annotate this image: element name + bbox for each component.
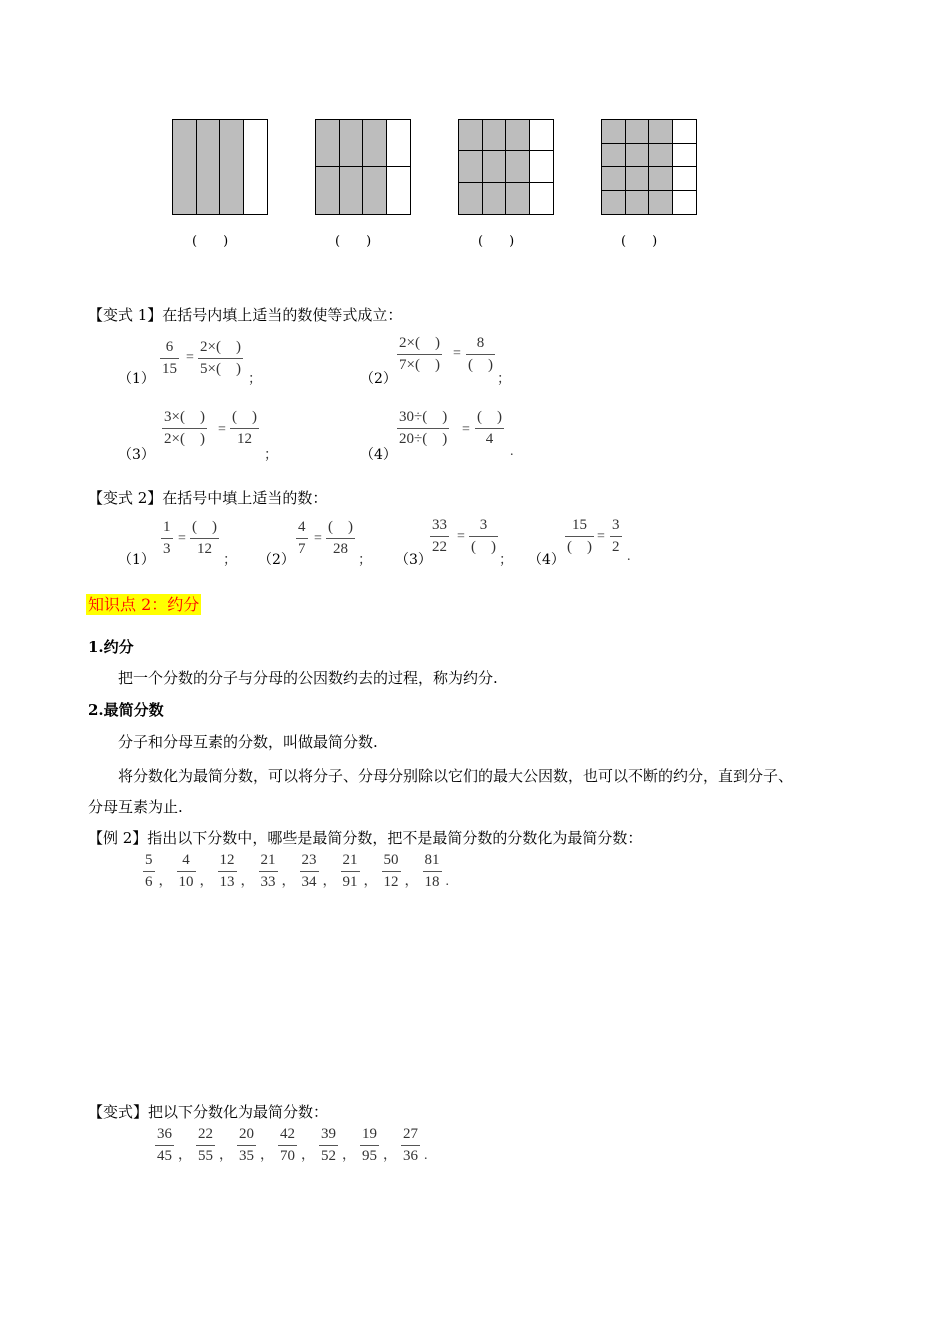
denominator: 12	[237, 431, 252, 447]
shaded-cell	[483, 120, 507, 151]
knowledge-point-label: 知识点 2：约分	[88, 595, 200, 614]
denominator[interactable]: 2×( )	[164, 431, 205, 447]
equals-sign: =	[457, 529, 465, 544]
numerator: 50	[383, 852, 399, 868]
comma: ，	[240, 874, 255, 889]
denominator: 12	[197, 541, 212, 557]
denominator: 4	[485, 431, 494, 447]
comma: ，	[178, 1148, 192, 1163]
grid-answer-blank[interactable]: ( )	[335, 234, 372, 249]
v2-p1-frac-a	[161, 520, 173, 557]
comma: ，	[342, 1148, 356, 1163]
numerator: 15	[572, 517, 587, 533]
denominator: 34	[301, 874, 317, 890]
v1-label-2: （2）	[360, 371, 397, 387]
fraction-grid	[601, 119, 697, 215]
numerator: 4	[182, 852, 190, 868]
denominator: 28	[333, 541, 348, 557]
denominator: 52	[321, 1148, 336, 1164]
numerator: 8	[476, 335, 485, 351]
fraction	[300, 853, 319, 890]
v1-p1-frac-a	[160, 340, 179, 377]
v1-label-1: （1）	[118, 371, 155, 387]
v1-p4-frac-b	[475, 410, 504, 447]
shaded-cell	[459, 183, 483, 214]
fraction	[382, 853, 401, 890]
shaded-cell	[316, 167, 340, 214]
numerator: 1	[163, 519, 171, 535]
section1-text: 把一个分数的分子与分母的公因数约去的过程，称为约分.	[118, 669, 498, 687]
v2-p3-frac-a	[430, 518, 449, 555]
denominator: 18	[424, 874, 440, 890]
v1-label-4: （4）	[360, 447, 397, 463]
equals-sign: =	[218, 422, 226, 437]
shaded-cell	[602, 144, 626, 168]
variant2-title: 【变式 2】在括号中填上适当的数：	[88, 489, 328, 507]
v2-p4-frac-b	[610, 518, 622, 555]
v2-label-4: （4）	[528, 552, 565, 568]
equals-sign: =	[462, 422, 470, 437]
fraction	[341, 853, 360, 890]
denominator: 70	[280, 1148, 295, 1164]
variant3-title: 【变式】把以下分数化为最简分数：	[88, 1103, 329, 1121]
section2-text2b: 分母互素为止.	[88, 798, 183, 816]
v1-p2-frac-a	[397, 336, 442, 373]
semicolon: ；	[264, 448, 278, 463]
shaded-cell	[483, 183, 507, 214]
v1-p3-frac-b	[230, 410, 259, 447]
v2-label-1: （1）	[118, 552, 155, 568]
variant3-fraction-list	[155, 1127, 432, 1164]
fraction	[177, 853, 196, 890]
numerator[interactable]: ( )	[232, 409, 257, 425]
empty-cell	[673, 120, 697, 144]
empty-cell	[673, 167, 697, 191]
period: .	[424, 1148, 428, 1163]
fraction-grid	[172, 119, 268, 215]
denominator[interactable]: ( )	[471, 539, 496, 555]
grid-answer-blank[interactable]: ( )	[621, 234, 658, 249]
shaded-cell	[197, 120, 221, 214]
v2-label-3: （3）	[395, 552, 432, 568]
shaded-cell	[649, 144, 673, 168]
period: .	[445, 874, 449, 889]
numerator: 36	[157, 1126, 172, 1142]
denominator: 45	[157, 1148, 172, 1164]
denominator[interactable]: 20÷( )	[399, 431, 448, 447]
comma: ，	[158, 874, 173, 889]
numerator[interactable]: 2×( )	[399, 335, 440, 351]
shaded-cell	[602, 120, 626, 144]
fraction	[278, 1127, 297, 1164]
fraction	[360, 1127, 379, 1164]
v2-p2-frac-a	[296, 520, 308, 557]
knowledge-point-heading	[86, 592, 201, 615]
comma: ，	[301, 1148, 315, 1163]
comma: ，	[404, 874, 419, 889]
denominator: 15	[162, 361, 177, 377]
empty-cell	[530, 151, 554, 182]
semicolon: ；	[499, 553, 513, 568]
denominator: 6	[145, 874, 153, 890]
numerator: 21	[260, 852, 276, 868]
numerator: 4	[298, 519, 306, 535]
shaded-cell	[602, 167, 626, 191]
numerator: 3	[612, 517, 620, 533]
equals-sign: =	[186, 350, 194, 365]
grid-answer-blank[interactable]: ( )	[478, 234, 515, 249]
denominator: 12	[383, 874, 399, 890]
shaded-cell	[649, 191, 673, 215]
shaded-cell	[340, 120, 364, 167]
fraction	[237, 1127, 256, 1164]
numerator: 5	[145, 852, 153, 868]
semicolon: ；	[223, 553, 237, 568]
numerator: 27	[403, 1126, 418, 1142]
section2-title: 2.最简分数	[88, 701, 164, 719]
denominator: 7	[298, 541, 306, 557]
denominator: 95	[362, 1148, 377, 1164]
comma: ，	[199, 874, 214, 889]
denominator: 22	[432, 539, 447, 555]
empty-cell	[673, 144, 697, 168]
numerator: 22	[198, 1126, 213, 1142]
section1-title: 1.约分	[88, 638, 134, 656]
fraction	[143, 853, 155, 890]
semicolon: ；	[497, 372, 511, 387]
numerator[interactable]: 3×( )	[164, 409, 205, 425]
example2-title: 【例 2】指出以下分数中，哪些是最简分数，把不是最简分数的分数化为最简分数：	[88, 829, 643, 847]
denominator[interactable]: ( )	[567, 539, 592, 555]
fraction	[196, 1127, 215, 1164]
empty-cell	[244, 120, 268, 214]
v1-p1-frac-b	[198, 340, 243, 377]
empty-cell	[530, 183, 554, 214]
shaded-cell	[506, 151, 530, 182]
comma: ，	[260, 1148, 274, 1163]
period: .	[510, 444, 514, 459]
semicolon: ；	[248, 372, 262, 387]
section2-text2a: 将分数化为最简分数，可以将分子、分母分别除以它们的最大公因数，也可以不断的约分，直到分子、	[118, 767, 794, 785]
shaded-cell	[626, 167, 650, 191]
v1-label-3: （3）	[118, 447, 155, 463]
shaded-cell	[459, 151, 483, 182]
shaded-cell	[626, 144, 650, 168]
empty-cell	[530, 120, 554, 151]
shaded-cell	[626, 120, 650, 144]
grid-answer-blank[interactable]: ( )	[192, 234, 229, 249]
numerator: 20	[239, 1126, 254, 1142]
denominator: 55	[198, 1148, 213, 1164]
shaded-cell	[649, 120, 673, 144]
fraction	[218, 853, 237, 890]
denominator: 33	[260, 874, 276, 890]
comma: ，	[322, 874, 337, 889]
numerator[interactable]: 2×( )	[200, 339, 241, 355]
numerator[interactable]: 30÷( )	[399, 409, 448, 425]
v1-p3-frac-a	[162, 410, 207, 447]
shaded-cell	[649, 167, 673, 191]
comma: ，	[363, 874, 378, 889]
equals-sign: =	[597, 529, 605, 544]
shaded-cell	[602, 191, 626, 215]
period: .	[627, 549, 631, 564]
fraction	[401, 1127, 420, 1164]
denominator: 3	[163, 541, 171, 557]
v2-p4-frac-a	[565, 518, 594, 555]
numerator: 23	[301, 852, 317, 868]
empty-cell	[673, 191, 697, 215]
shaded-cell	[459, 120, 483, 151]
shaded-cell	[340, 167, 364, 214]
shaded-cell	[506, 120, 530, 151]
numerator[interactable]: ( )	[192, 519, 217, 535]
denominator: 91	[342, 874, 358, 890]
fraction	[423, 853, 442, 890]
equals-sign: =	[178, 531, 186, 546]
shaded-cell	[363, 120, 387, 167]
equals-sign: =	[453, 346, 461, 361]
v2-p3-frac-b	[469, 518, 498, 555]
v2-label-2: （2）	[258, 552, 295, 568]
numerator[interactable]: ( )	[477, 409, 502, 425]
denominator: 35	[239, 1148, 254, 1164]
fraction-grid	[458, 119, 554, 215]
shaded-cell	[173, 120, 197, 214]
shaded-cell	[316, 120, 340, 167]
shaded-cell	[220, 120, 244, 214]
numerator: 81	[424, 852, 440, 868]
empty-cell	[387, 120, 411, 167]
denominator[interactable]: 7×( )	[399, 357, 440, 373]
numerator: 6	[165, 339, 174, 355]
numerator: 39	[321, 1126, 336, 1142]
fraction	[319, 1127, 338, 1164]
fraction	[155, 1127, 174, 1164]
denominator: 10	[178, 874, 194, 890]
v2-p2-frac-b	[326, 520, 355, 557]
shaded-cell	[626, 191, 650, 215]
shaded-cell	[506, 183, 530, 214]
variant1-title: 【变式 1】在括号内填上适当的数使等式成立：	[88, 306, 403, 324]
numerator: 12	[219, 852, 235, 868]
v1-p2-frac-b	[466, 336, 495, 373]
comma: ，	[281, 874, 296, 889]
denominator: 13	[219, 874, 235, 890]
empty-cell	[387, 167, 411, 214]
fraction-grid	[315, 119, 411, 215]
numerator: 42	[280, 1126, 295, 1142]
denominator: 2	[612, 539, 620, 555]
numerator[interactable]: ( )	[328, 519, 353, 535]
comma: ，	[219, 1148, 233, 1163]
example2-fraction-list	[143, 853, 453, 890]
numerator: 21	[342, 852, 358, 868]
denominator[interactable]: 5×( )	[200, 361, 241, 377]
v2-p1-frac-b	[190, 520, 219, 557]
denominator[interactable]: ( )	[468, 357, 493, 373]
comma: ，	[383, 1148, 397, 1163]
shaded-cell	[483, 151, 507, 182]
denominator: 36	[403, 1148, 418, 1164]
fraction	[259, 853, 278, 890]
numerator: 19	[362, 1126, 377, 1142]
shaded-cell	[363, 167, 387, 214]
equals-sign: =	[314, 531, 322, 546]
v1-p4-frac-a	[397, 410, 449, 447]
section2-text1: 分子和分母互素的分数，叫做最简分数.	[118, 733, 378, 751]
semicolon: ；	[358, 553, 372, 568]
numerator: 33	[432, 517, 447, 533]
numerator: 3	[479, 517, 488, 533]
